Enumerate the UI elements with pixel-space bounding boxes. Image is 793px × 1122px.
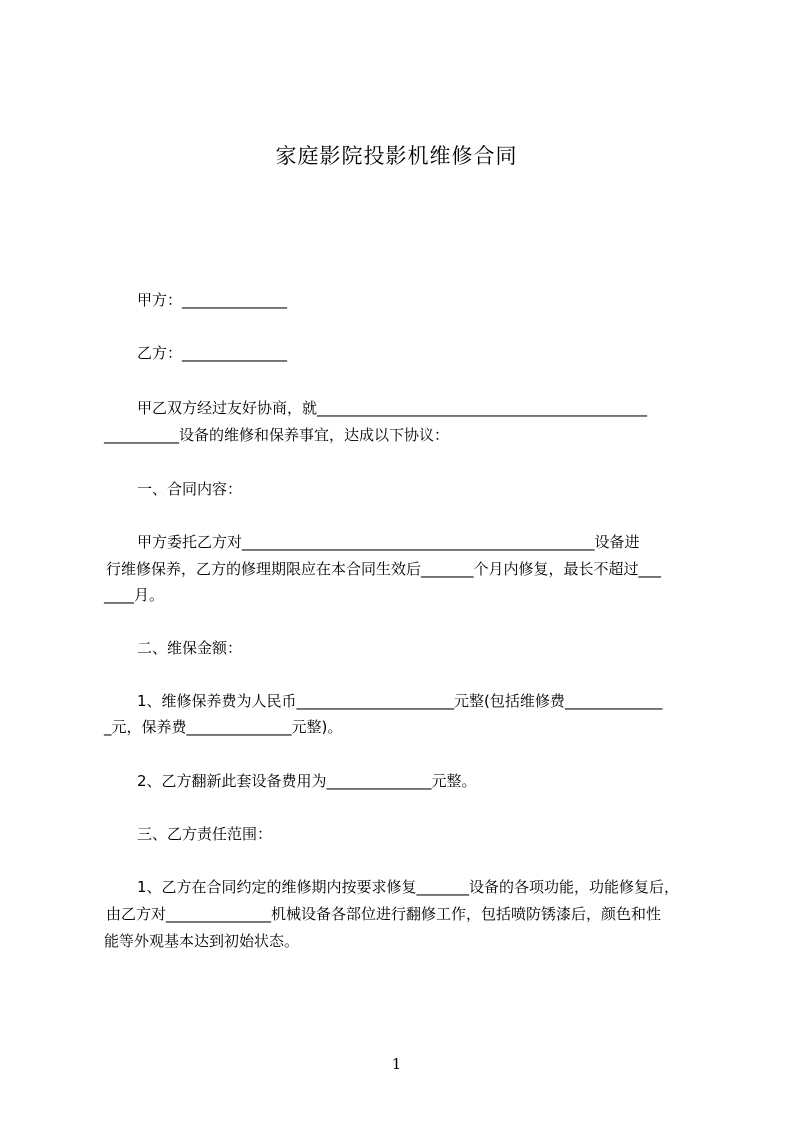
page-number: 1 [391,1055,402,1073]
intro-line-1: 甲乙双方经过友好协商，就____________________________________________ [137,399,648,417]
intro-line-2: __________设备的维修和保养事宜，达成以下协议： [104,426,450,444]
section-1-line-2: 行维修保养，乙方的修理期限应在本合同生效后_______个月内修复，最长不超过___ [106,560,662,578]
section-2-item-1-line-2: _元，保养费______________元整)。 [104,718,343,736]
document-title: 家庭影院投影机维修合同 [275,144,518,168]
party-a-line: 甲方：______________ [137,291,288,309]
section-1-line-1: 甲方委托乙方对_______________________________________________设备进 [137,533,640,551]
section-2-item-2: 2、乙方翻新此套设备费用为______________元整。 [137,772,477,790]
section-1-line-3: ____月。 [104,586,165,604]
party-b-line: 乙方：______________ [137,344,288,362]
section-3-item-1-line-2: 由乙方对______________机械设备各部位进行翻修工作，包括喷防锈漆后，颜色和性 [106,905,662,923]
section-1-heading: 一、合同内容： [137,480,243,498]
section-3-item-1-line-3: 能等外观基本达到初始状态。 [104,932,300,950]
section-2-item-1-line-1: 1、维修保养费为人民币_____________________元整(包括维修费_____________ [137,692,663,710]
section-3-item-1-line-1: 1、乙方在合同约定的维修期内按要求修复_______设备的各项功能，功能修复后， [137,878,680,896]
section-3-heading: 三、乙方责任范围： [137,825,273,843]
section-2-heading: 二、维保金额： [137,639,243,657]
